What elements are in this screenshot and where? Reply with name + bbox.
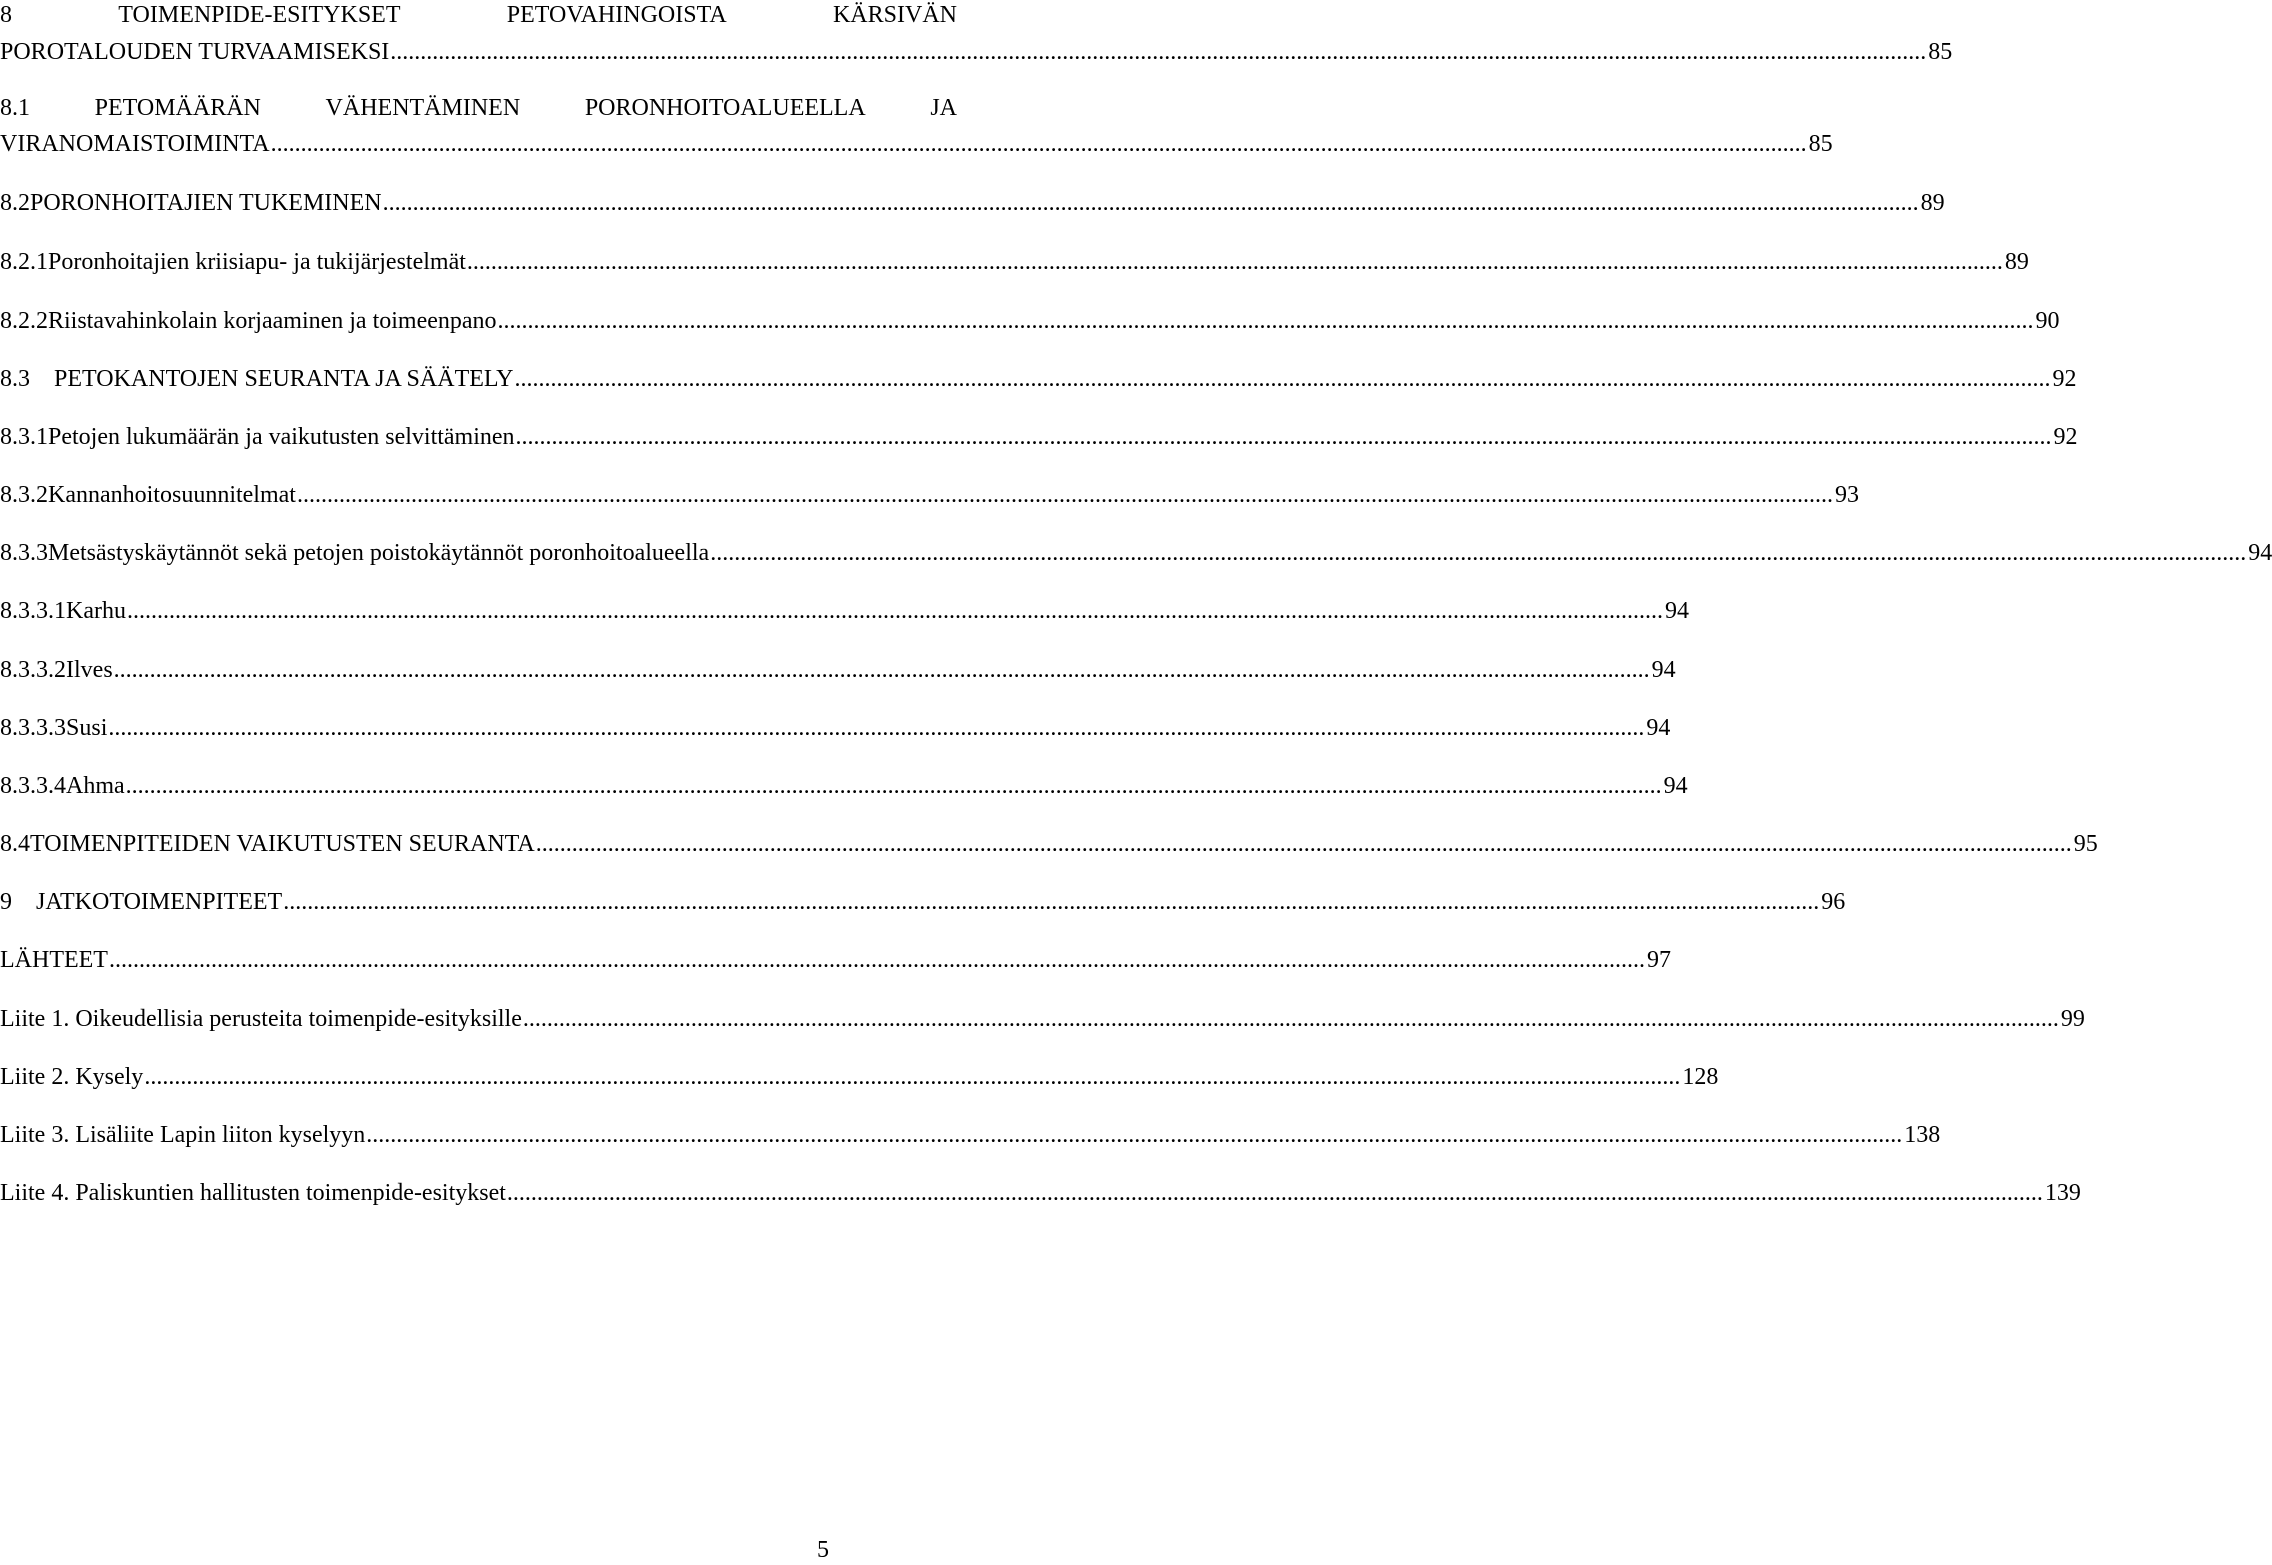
toc-entry[interactable] [0,1062,1719,1092]
toc-entry-text: Karhu [66,598,126,624]
toc-page-number: 92 [2052,366,2077,392]
toc-entry[interactable] [0,1178,2081,1208]
toc-entry-text: Liite 2. Kysely [0,1064,144,1090]
toc-leader-dots [297,480,1833,510]
toc-entry-text: Liite 4. Paliskuntien hallitusten toimenpide-esitykset [0,1180,506,1206]
toc-entry[interactable] [0,655,1676,685]
toc-entry[interactable] [0,422,2078,452]
toc-entry-text: Liite 1. Oikeudellisia perusteita toimenpide-esityksille [0,1006,522,1032]
toc-entry[interactable] [0,364,2077,394]
toc-heading-word: VÄHENTÄMINEN [325,95,521,121]
toc-leader-dots [144,1062,1680,1092]
toc-entry-text: Riistavahinkolain korjaaminen ja toimeenpano [48,308,497,334]
toc-entry-8-1-line1 [0,93,957,123]
toc-heading-word: JA [930,95,957,121]
toc-page-number: 94 [1663,773,1688,799]
toc-entry-text: POROTALOUDEN TURVAAMISEKSI [0,39,390,65]
toc-entry-number: 8.2.2 [0,308,48,334]
toc-heading-word: 8 [0,2,12,28]
toc-entry[interactable] [0,771,1688,801]
toc-page-number: 94 [1646,715,1671,741]
toc-leader-dots [366,1120,1902,1150]
toc-leader-dots [127,596,1663,626]
toc-entry[interactable] [0,1004,2085,1034]
toc-page-number: 95 [2073,831,2098,857]
toc-entry-number: 8.4 [0,831,30,857]
toc-page-number: 89 [2004,249,2029,275]
toc-entry-text: VIRANOMAISTOIMINTA [0,131,270,157]
toc-leader-dots [114,655,1650,685]
toc-entry[interactable] [0,188,1945,218]
toc-entry-number: 8.2.1 [0,249,48,275]
toc-leader-dots [536,829,2072,859]
toc-heading-word: TOIMENPIDE-ESITYKSET [118,2,401,28]
toc-entry-text: Ahma [66,773,125,799]
toc-entry-number: 8.3.1 [0,424,48,450]
toc-entry-number: 8.3.2 [0,482,48,508]
toc-page-number: 90 [2035,308,2060,334]
toc-entry-text: Petojen lukumäärän ja vaikutusten selvittäminen [48,424,515,450]
toc-entry-text: Metsästyskäytännöt sekä petojen poistokäytännöt poronhoitoalueella [48,540,710,566]
toc-entry[interactable] [0,538,2272,568]
toc-entry-text: Ilves [66,657,113,683]
toc-entry-8-line2[interactable] [0,37,1953,67]
toc-leader-dots [498,306,2034,336]
toc-entry-number: 8.3.3.1 [0,598,66,624]
toc-entry-number: 8.3 [0,366,54,392]
toc-page-number: 85 [1808,131,1833,157]
toc-entry[interactable] [0,713,1671,743]
toc-page-number: 97 [1646,947,1671,973]
toc-entry-text: Poronhoitajien kriisiapu- ja tukijärjestelmät [48,249,466,275]
toc-page-number: 138 [1904,1122,1941,1148]
toc-entry-text: JATKOTOIMENPITEET [36,889,283,915]
toc-leader-dots [108,713,1644,743]
toc-page-number: 99 [2060,1006,2085,1032]
toc-entry[interactable] [0,306,2060,336]
toc-leader-dots [710,538,2246,568]
toc-entry-text: PETOKANTOJEN SEURANTA JA SÄÄTELY [54,366,514,392]
toc-leader-dots [383,188,1919,218]
toc-leader-dots [523,1004,2059,1034]
toc-page-number: 85 [1928,39,1953,65]
toc-heading-word: PORONHOITOALUEELLA [584,95,866,121]
toc-leader-dots [516,422,2052,452]
toc-leader-dots [126,771,1662,801]
toc-page-number: 94 [1651,657,1676,683]
toc-page-number: 89 [1920,190,1945,216]
toc-leader-dots [271,129,1807,159]
toc-page-number: 139 [2044,1180,2081,1206]
toc-page-number: 96 [1821,889,1846,915]
toc-page-number: 92 [2053,424,2078,450]
toc-leader-dots [467,247,2003,277]
toc-page-number: 94 [2248,540,2272,566]
toc-heading-word: KÄRSIVÄN [832,2,957,28]
toc-entry[interactable] [0,887,1846,917]
toc-entry[interactable] [0,829,2098,859]
toc-heading-word: 8.1 [0,95,30,121]
toc-leader-dots [109,945,1645,975]
toc-entry[interactable] [0,1120,1941,1150]
toc-entry-8-line1 [0,0,957,30]
toc-entry-8-1-line2[interactable] [0,129,1833,159]
toc-entry-number: 9 [0,889,36,915]
toc-entry-text: LÄHTEET [0,947,108,973]
toc-entry[interactable] [0,945,1671,975]
toc-entry-text: Liite 3. Lisäliite Lapin liiton kyselyyn [0,1122,366,1148]
toc-page-number: 94 [1664,598,1689,624]
toc-leader-dots [390,37,1926,67]
toc-entry-number: 8.3.3.3 [0,715,66,741]
toc-leader-dots [283,887,1819,917]
toc-page-number: 93 [1834,482,1859,508]
toc-heading-word: PETOMÄÄRÄN [94,95,261,121]
toc-heading-word: PETOVAHINGOISTA [506,2,727,28]
toc-leader-dots [514,364,2050,394]
toc-entry[interactable] [0,596,1689,626]
toc-entry-number: 8.2 [0,190,30,216]
toc-entry-text: Kannanhoitosuunnitelmat [48,482,296,508]
toc-entry[interactable] [0,247,2029,277]
toc-entry[interactable] [0,480,1859,510]
toc-entry-number: 8.3.3.2 [0,657,66,683]
toc-entry-text: TOIMENPITEIDEN VAIKUTUSTEN SEURANTA [30,831,535,857]
page-number: 5 [817,1537,829,1563]
toc-leader-dots [507,1178,2043,1208]
toc-entry-text: Susi [66,715,108,741]
toc-entry-number: 8.3.3.4 [0,773,66,799]
toc-entry-text: PORONHOITAJIEN TUKEMINEN [30,190,382,216]
toc-page-number: 128 [1682,1064,1719,1090]
toc-entry-number: 8.3.3 [0,540,48,566]
